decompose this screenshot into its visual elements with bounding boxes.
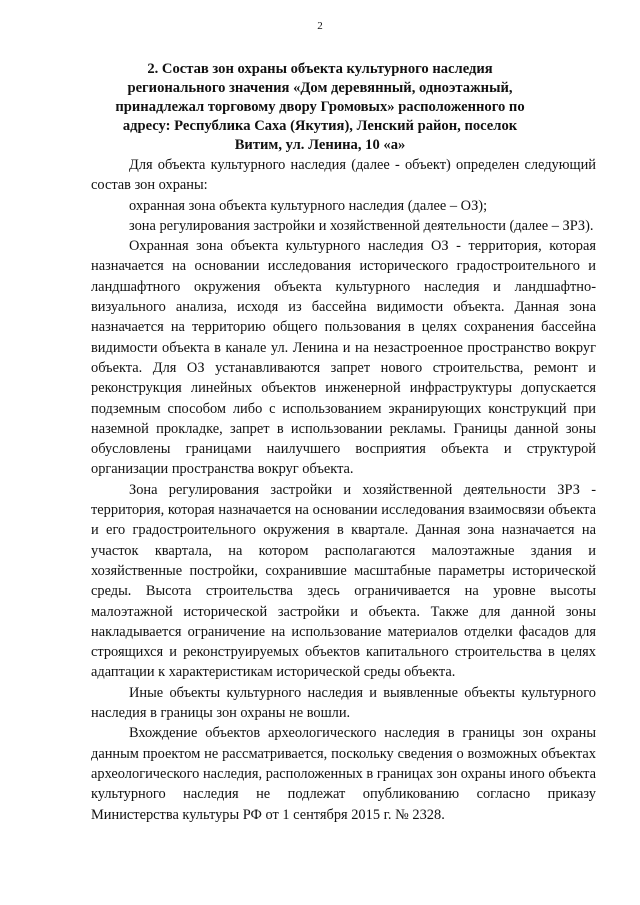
paragraph-zrz-item: зона регулирования застройки и хозяйственной деятельности (далее – ЗРЗ). (129, 217, 594, 234)
body-text (91, 155, 596, 825)
paragraph-oz-item: охранная зона объекта культурного наследия (далее – ОЗ); (129, 197, 488, 214)
paragraph-archaeology: Вхождение объектов археологического наследия в границы зон охраны данным проектом не рассматривается, поскольку сведения о возможных объектах археологического наследия, расположенных в границах зон охраны иного объекта культурного наследия не подлежат опубликованию согласно приказу Министерства культуры РФ от 1 сентября 2015 г. № 2328. (91, 725, 596, 823)
section-heading: 2. Состав зон охраны объекта культурного наследия регионального значения «Дом деревянный, одноэтажный, принадлежал торговому двору Громовых» расположенного по адресу: Республика Саха (Якутия), Ленский район, поселок Витим, ул. Ленина, 10 «а» (115, 61, 525, 153)
paragraph-oz-description: Охранная зона объекта культурного наследия ОЗ - территория, которая назначается на основании исследования исторического градостроительного и ландшафтного окружения объекта культурного наследия и ландшафтно-визуального анализа, исходя из бассейна видимости объекта. Данная зона назначается на территорию общего пользования в целях сохранения бассейна видимости объекта в канале ул. Ленина и на незастроенное пространство вокруг объекта. Для ОЗ устанавливаются запрет нового строительства, ремонт и реконструкция линейных объектов инженерной инфраструктуры допускается подземным способом либо с использованием экранирующих конструкций при наземной прокладке, запрет в использовании рекламы. Границы данной зоны обусловлены границами наилучшего восприятия объекта и структурой организации пространства вокруг объекта. (91, 238, 596, 478)
paragraph-zones-intro: Для объекта культурного наследия (далее - объект) определен следующий состав зон охраны: (91, 157, 596, 194)
paragraph-zrz-description: Зона регулирования застройки и хозяйственной деятельности ЗРЗ - территория, которая назначается на основании исследования взаимосвязи объекта и его градостроительного окружения в квартале. Данная зона назначается на участок квартала, на котором располагаются малоэтажные здания и хозяйственные постройки, сохранившие масштабные параметры исторической среды. Высота строительства здесь ограничивается на уровне высоты малоэтажной исторической застройки и объекта. Также для данной зоны накладывается ограничение на использование материалов отделки фасадов для строящихся и реконструируемых объектов капитального строительства в целях адаптации к характеристикам исторической среды объекта. (91, 481, 596, 681)
paragraph-other-objects: Иные объекты культурного наследия и выявленные объекты культурного наследия в границы зон охраны не вошли. (91, 684, 596, 722)
page-number: 2 (317, 20, 323, 32)
